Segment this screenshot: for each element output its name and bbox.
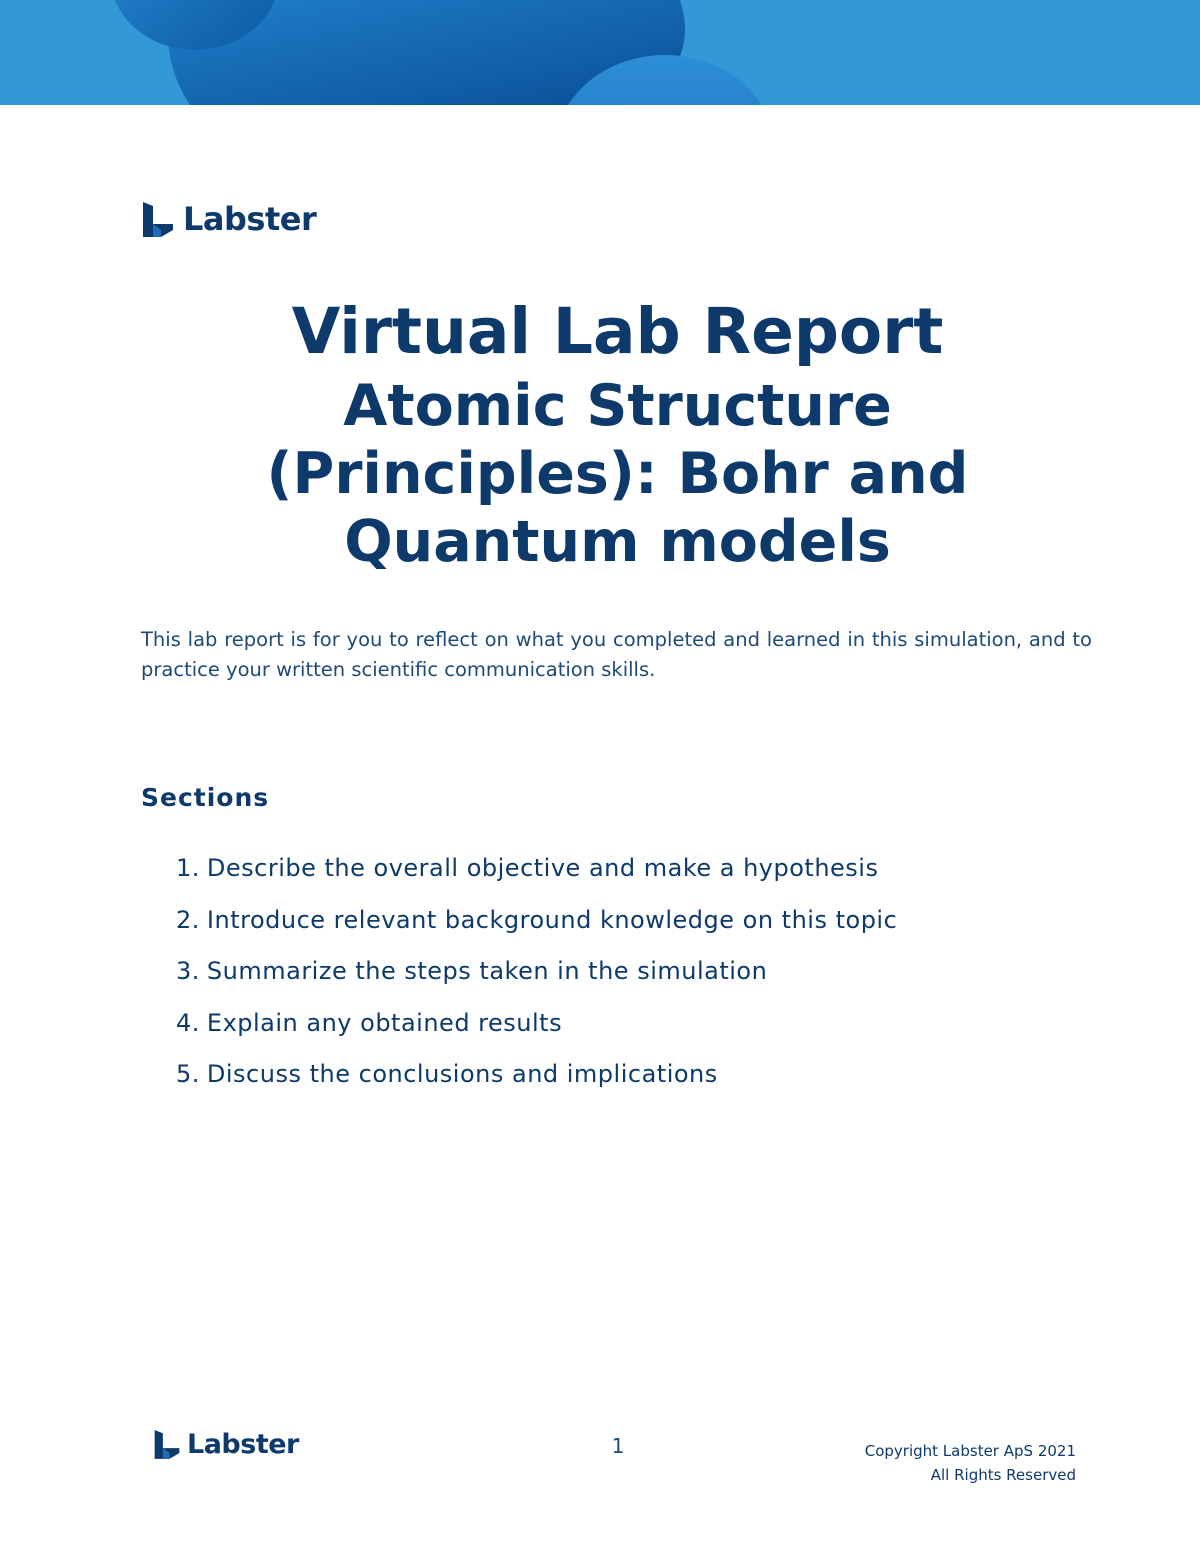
labster-logo-icon: [141, 200, 175, 238]
page-number: 1: [611, 1434, 625, 1458]
logo-text: Labster: [183, 200, 317, 238]
banner-decoration: [0, 0, 1200, 105]
page-title: Virtual Lab Report: [291, 295, 944, 368]
list-item-number: 5.: [176, 1060, 200, 1088]
copyright: [865, 1439, 1076, 1487]
list-item-number: 4.: [176, 1008, 200, 1037]
list-item-text: Introduce relevant background knowledge on this topic: [206, 905, 898, 934]
header-banner: [0, 0, 1200, 105]
title-sub-line-3: Quantum models: [344, 509, 891, 575]
labster-logo-icon: [153, 1428, 181, 1460]
title-sub-line-2: (Principles): Bohr and: [266, 441, 969, 507]
list-item-text: Describe the overall objective and make a hypothesis: [206, 854, 879, 882]
list-item: [176, 852, 897, 904]
title-block: [100, 292, 1135, 576]
list-item-number: 1.: [176, 854, 200, 882]
copyright-line-1: Copyright Labster ApS 2021: [864, 1442, 1076, 1460]
copyright-line-2: All Rights Reserved: [930, 1466, 1076, 1484]
list-item-number: 3.: [176, 957, 200, 985]
title-sub-line-1: Atomic Structure: [343, 373, 892, 439]
logo-text: Labster: [187, 1428, 299, 1460]
list-item: [176, 955, 897, 1007]
list-item-text: Summarize the steps taken in the simulation: [206, 957, 768, 985]
list-item-text: Discuss the conclusions and implications: [206, 1060, 718, 1088]
list-item: [176, 1007, 897, 1059]
intro-paragraph: This lab report is for you to reflect on what you completed and learned in this simulation, and to practice your written scientific communication skills.: [141, 628, 1092, 681]
list-item: [176, 1058, 897, 1110]
sections-heading: Sections: [141, 783, 270, 812]
list-item-number: 2.: [176, 905, 200, 934]
sections-list: [176, 852, 897, 1110]
list-item: [176, 904, 897, 956]
labster-logo-footer: [153, 1428, 299, 1460]
labster-logo-header: [141, 200, 316, 238]
list-item-text: Explain any obtained results: [206, 1008, 563, 1037]
